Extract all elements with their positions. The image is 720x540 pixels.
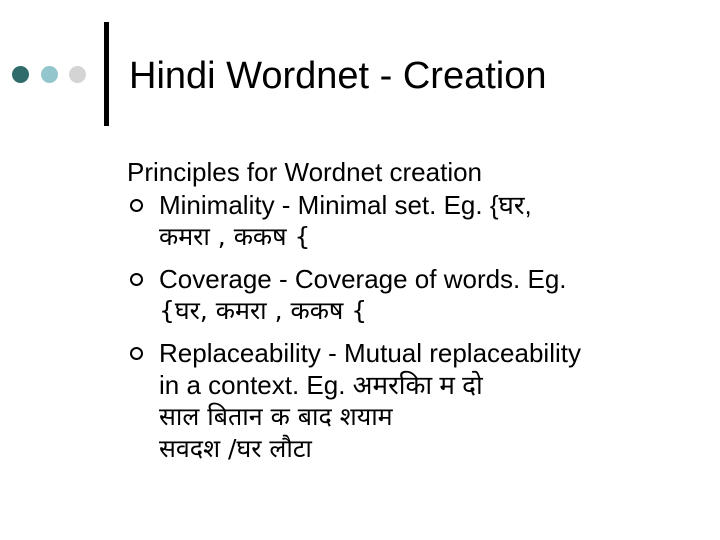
slide-content — [127, 155, 707, 465]
bullet-line: कमरा , ककष { — [159, 222, 311, 251]
title-divider — [104, 22, 109, 126]
bullet-line: सवदश /घर लौटा — [159, 434, 312, 463]
bullet-item-minimality — [127, 189, 707, 253]
bullet-marker-icon — [130, 199, 143, 212]
bullet-line: in a context. Eg. अमरकिा म दो — [159, 370, 483, 400]
decorative-dot-grey — [69, 66, 86, 83]
bullet-line: Coverage - Coverage of words. Eg. — [159, 264, 567, 294]
bullet-item-coverage — [127, 263, 707, 327]
slide-title: Hindi Wordnet - Creation — [129, 55, 547, 97]
bullet-marker-icon — [130, 347, 143, 360]
bullet-line: Replaceability - Mutual replaceability — [159, 338, 581, 368]
content-heading: Principles for Wordnet creation — [127, 157, 483, 187]
bullet-line: साल बितान क बाद शयाम — [159, 402, 393, 431]
bullet-line: {घर, कमरा , ककष { — [159, 296, 368, 325]
decorative-dot-dark — [12, 66, 29, 83]
bullet-line: Minimality - Minimal set. Eg. {घर, — [159, 190, 532, 220]
decorative-dot-teal — [41, 66, 58, 83]
bullet-marker-icon — [130, 273, 143, 286]
bullet-item-replaceability — [127, 337, 707, 465]
